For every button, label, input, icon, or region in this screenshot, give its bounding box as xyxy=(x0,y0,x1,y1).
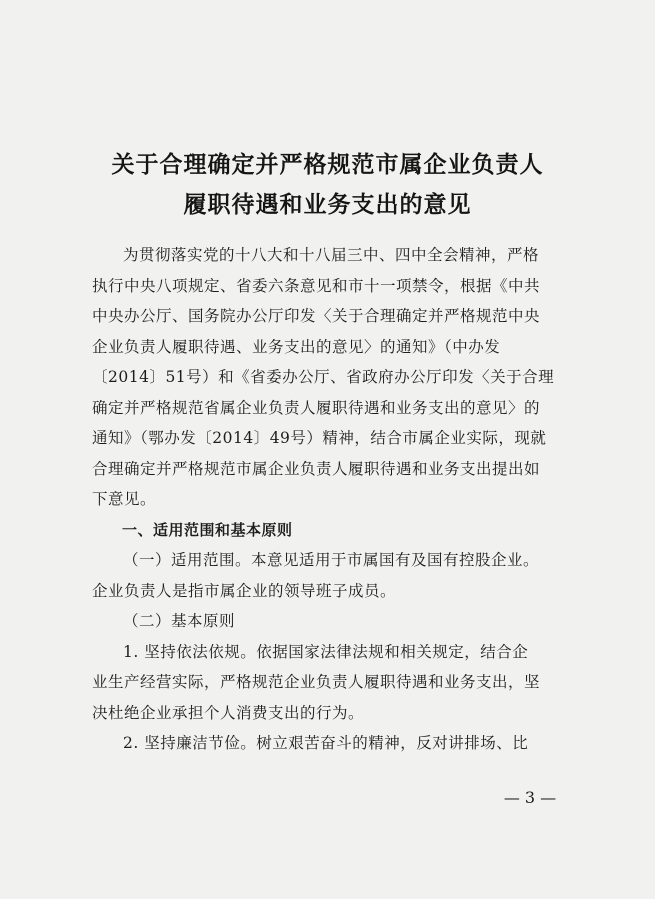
paragraph-scope xyxy=(92,545,572,606)
page-number: — 3 — xyxy=(503,788,557,807)
text-line: 中央办公厅、国务院办公厅印发〈关于合理确定并严格规范中央 xyxy=(92,307,541,325)
subsection-heading: （二）基本原则 xyxy=(123,612,236,630)
text-line: 业生产经营实际，严格规范企业负责人履职待遇和业务支出，坚 xyxy=(92,673,541,691)
text-line: 决杜绝企业承担个人消费支出的行为。 xyxy=(92,703,365,722)
document-body xyxy=(92,240,572,759)
text-line: 为贯彻落实党的十八大和十八届三中、四中全会精神，严格 xyxy=(123,246,540,264)
paragraph-principle-2: 2. 坚持廉洁节俭。树立艰苦奋斗的精神，反对讲排场、比 xyxy=(123,734,529,752)
bleed-through-text xyxy=(60,88,595,105)
document-title-line-1: 关于合理确定并严格规范市属企业负责人 xyxy=(111,152,544,178)
paragraph-principle-1 xyxy=(92,637,572,729)
text-line: 下意见。 xyxy=(92,490,157,508)
text-line: 合理确定并严格规范市属企业负责人履职待遇和业务支出提出如 xyxy=(92,459,541,478)
text-line: 企业负责人履职待遇、业务支出的意见〉的通知》（中办发 xyxy=(92,337,501,356)
text-line: 执行中央八项规定、省委六条意见和市十一项禁令，根据《中共 xyxy=(92,276,541,295)
text-line: 企业负责人是指市属企业的领导班子成员。 xyxy=(92,581,397,600)
text-line: 通知》（鄂办发〔2014〕49号）精神，结合市属企业实际，现就 xyxy=(92,429,547,447)
text-line: 确定并严格规范省属企业负责人履职待遇和业务支出的意见〉的 xyxy=(92,398,541,417)
text-line: （一）适用范围。本意见适用于市属国有及国有控股企业。 xyxy=(123,551,540,569)
text-line: 1. 坚持依法依规。依据国家法律法规和相关规定，结合企 xyxy=(123,642,529,661)
document-title-line-2: 履职待遇和业务支出的意见 xyxy=(183,192,472,218)
text-line: 〔2014〕51号）和《省委办公厅、省政府办公厅印发〈关于合理 xyxy=(92,368,555,386)
paragraph-intro xyxy=(92,240,572,515)
section-heading: 一、适用范围和基本原则 xyxy=(122,520,293,539)
